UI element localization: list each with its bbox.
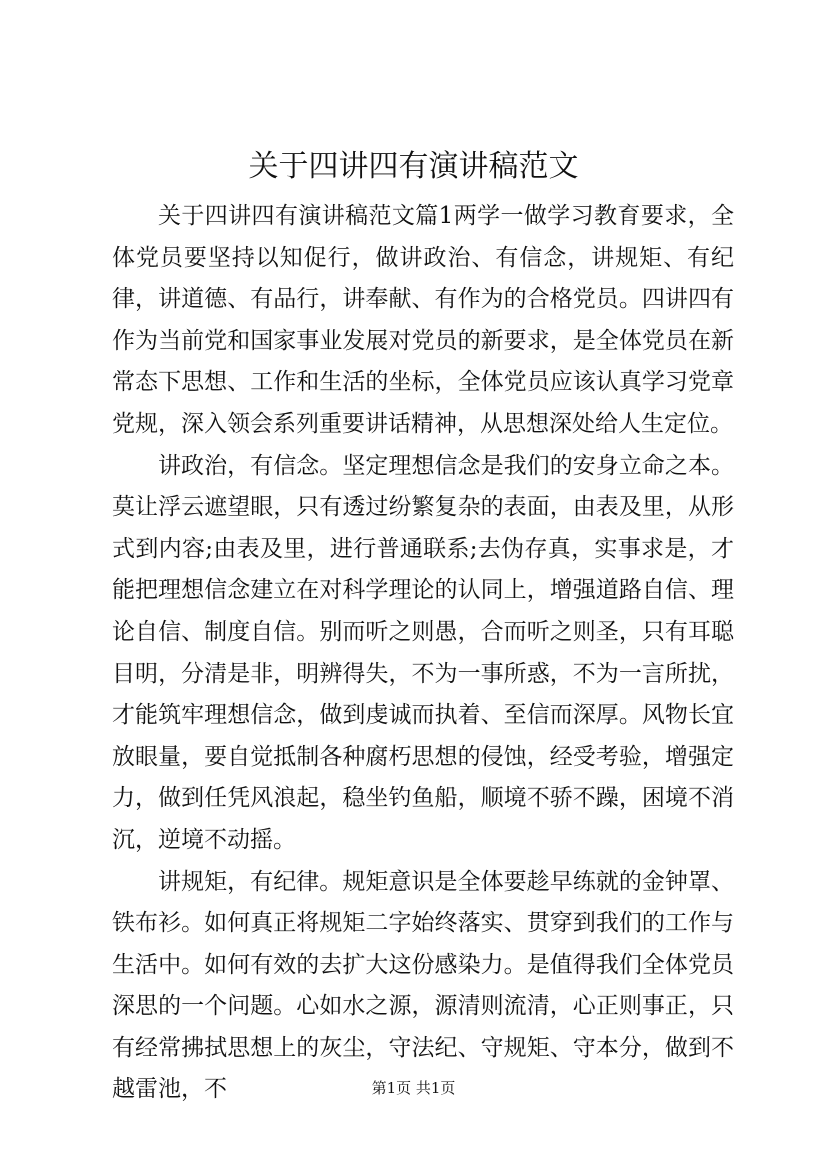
paragraph-1: 关于四讲四有演讲稿范文篇1两学一做学习教育要求，全体党员要坚持以知促行，做讲政治、有信念，讲规矩、有纪律，讲道德、有品行，讲奉献、有作为的合格党员。四讲四有作为当前党和国家事业发展对党员的新要求，是全体党员在新常态下思想、工作和生活的坐标，全体党员应该认真学习党章党规，深入领会系列重要讲话精神，从思想深处给人生定位。 bbox=[112, 203, 734, 437]
page-footer: 第1页 共1页 bbox=[371, 1079, 456, 1097]
document-title: 关于四讲四有演讲稿范文 bbox=[248, 149, 579, 184]
document-body bbox=[112, 196, 734, 1111]
paragraph-3: 讲规矩，有纪律。规矩意识是全体要趁早练就的金钟罩、铁布衫。如何真正将规矩二字始终落实、贯穿到我们的工作与生活中。如何有效的去扩大这份感染力。是值得我们全体党员深思的一个问题。心如水之源，源清则流清，心正则事正，只有经常拂拭思想上的灰尘，守法纪、守规矩、守本分，做到不越雷池，不 bbox=[112, 868, 734, 1103]
paragraph-2: 讲政治，有信念。坚定理想信念是我们的安身立命之本。莫让浮云遮望眼，只有透过纷繁复杂的表面，由表及里，从形式到内容;由表及里，进行普通联系;去伪存真，实事求是，才能把理想信念建立在对科学理论的认同上，增强道路自信、理论自信、制度自信。别而听之则愚，合而听之则圣，只有耳聪目明，分清是非，明辨得失，不为一事所惑，不为一言所扰，才能筑牢理想信念，做到虔诚而执着、至信而深厚。风物长宜放眼量，要自觉抵制各种腐朽思想的侵蚀，经受考验，增强定力，做到任凭风浪起，稳坐钓鱼船，顺境不骄不躁，困境不消沉，逆境不动摇。 bbox=[112, 452, 734, 853]
